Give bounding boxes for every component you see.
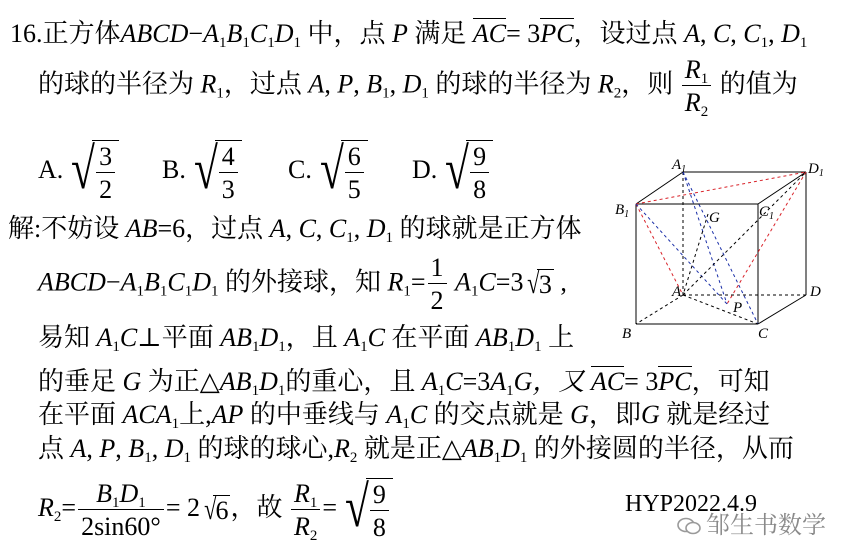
label-c1: $C_1$ bbox=[759, 204, 775, 222]
label-d1: $D_1$ bbox=[808, 161, 824, 179]
line-g-a bbox=[683, 214, 708, 295]
solution-line-7: $R_2=$ $\frac{B_1D_1}{2\sin 60^\circ}$ = 2 √ 6 ，故 $\frac{R_1}{R_2}$ = √ $\frac{9}{8}$ bbox=[38, 478, 393, 542]
label-b1: $B_1$ bbox=[615, 202, 630, 220]
cube-figure bbox=[612, 152, 840, 350]
solution-line-2: $ABCD-A_1B_1C_1D_1$ 的外接球，知 $R_1=$ $\frac{1}{2}$ $A_1C=3$ √ 3 , bbox=[38, 253, 567, 316]
vector-ac: AC bbox=[472, 19, 507, 48]
label-c: C bbox=[758, 326, 769, 342]
watermark: 邹生书数学 bbox=[676, 505, 826, 540]
red-b1-a bbox=[636, 204, 683, 295]
label-b: B bbox=[622, 326, 632, 342]
solution-line-5: 在平面 $ACA_1$上,AP 的中垂线与 $A_1C$ 的交点就是 G，即G 就是经过 bbox=[38, 400, 771, 432]
label-g: G bbox=[709, 210, 720, 226]
edge-c-d bbox=[758, 295, 806, 324]
edge-a1-b1 bbox=[636, 172, 683, 204]
wechat-icon bbox=[676, 516, 702, 536]
label-a1: $A_1$ bbox=[672, 157, 687, 175]
line-a-c bbox=[683, 295, 758, 324]
option-d[interactable]: D. √ $\frac{9}{8}$ bbox=[412, 140, 493, 204]
edge-c1-d1 bbox=[758, 172, 806, 204]
label-d: D bbox=[810, 284, 821, 300]
vector-pc: PC bbox=[540, 19, 574, 48]
problem-line-2: 的球的半径为 $R_1$，过点 A, P, $B_1$, $D_1$ 的球的半径为 $R_2$，则 $\frac{R_1}{R_2}$ 的值为 bbox=[38, 55, 798, 121]
solution-line-1: 解:不妨设 AB=6，过点 A, C, $C_1$, $D_1$ 的球就是正方体 bbox=[8, 214, 582, 246]
solution-line-6: 点 A, P, $B_1$, $D_1$ 的球的球心$,R_2$ 就是正$\triangle AB_1D_1$ 的外接圆的半径，从而 bbox=[38, 434, 794, 466]
problem-number: 16. bbox=[10, 19, 43, 48]
label-a: A bbox=[672, 284, 682, 300]
red-b1-d1 bbox=[636, 172, 806, 204]
ratio-fraction: $\frac{R_1}{R_2}$ bbox=[682, 56, 711, 117]
solution-line-3: 易知 $A_1C\perp$平面 $AB_1D_1$，且 $A_1C$ 在平面 $AB_1D_1$ 上 bbox=[38, 323, 575, 355]
blue-a1-p bbox=[683, 172, 727, 304]
label-p: P bbox=[733, 300, 743, 316]
option-a[interactable]: A. √ $\frac{3}{2}$ bbox=[38, 140, 119, 204]
signature: HYP2022.4.9 bbox=[625, 491, 758, 517]
red-d1-p bbox=[727, 172, 806, 304]
line-a-d1 bbox=[683, 172, 806, 295]
blue-a1-c bbox=[683, 172, 758, 324]
option-b[interactable]: B. √ $\frac{4}{3}$ bbox=[162, 140, 242, 204]
problem-line-1: 16.正方体$ABCD-A_1B_1C_1D_1$ 中，点 P 满足 AC= 3PC，设过点 A, C, $C_1$, $D_1$ bbox=[10, 19, 808, 51]
solution-line-4: 的垂足 G 为正$\triangle AB_1D_1$的重心，且 $A_1C=3A_1G$，又 AC= 3PC，可知 bbox=[38, 367, 770, 399]
option-c[interactable]: C. √ $\frac{6}{5}$ bbox=[288, 140, 368, 204]
